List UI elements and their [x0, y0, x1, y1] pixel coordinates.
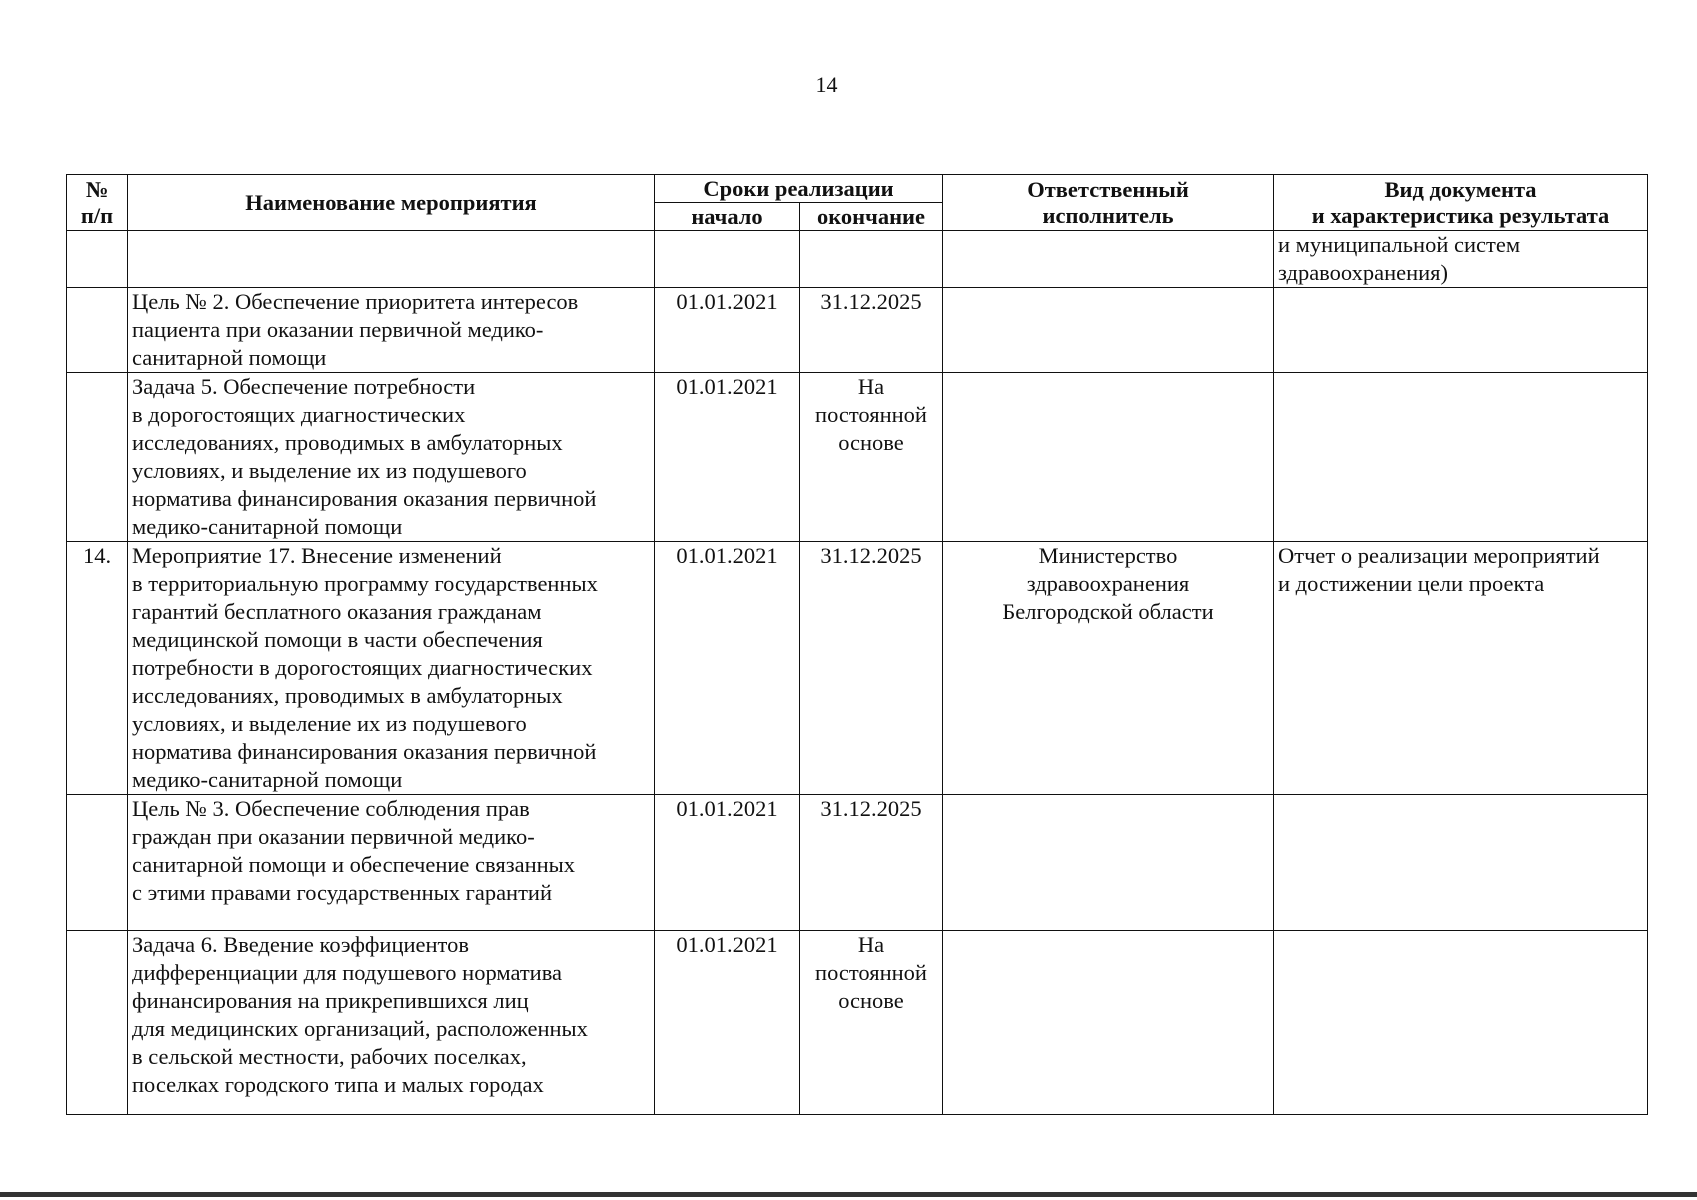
cell-responsible — [943, 931, 1274, 1115]
cell-end-line: постоянной — [815, 402, 927, 427]
cell-name-line: медицинской помощи в части обеспечения — [132, 627, 543, 652]
cell-num: 14. — [67, 542, 128, 795]
cell-end — [800, 288, 943, 373]
header-end: окончание — [800, 203, 943, 231]
cell-name-line: Цель № 3. Обеспечение соблюдения прав — [132, 796, 530, 821]
cell-start: 01.01.2021 — [655, 931, 800, 1115]
cell-end-line: На — [857, 374, 885, 399]
cell-name-line: исследованиях, проводимых в амбулаторных — [132, 430, 563, 455]
cell-doc — [1274, 373, 1648, 542]
cell-name-line: пациента при оказании первичной медико- — [132, 317, 544, 342]
cell-end-line: 31.12.2025 — [820, 543, 922, 568]
cell-name-line: Задача 6. Введение коэффициентов — [132, 932, 469, 957]
cell-name-line: санитарной помощи — [132, 345, 327, 370]
cell-doc — [1274, 542, 1648, 795]
header-responsible-line: Ответственный — [1027, 176, 1189, 202]
cell-end — [800, 231, 943, 288]
header-responsible-line: исполнитель — [1042, 202, 1174, 228]
cell-doc — [1274, 231, 1648, 288]
header-doc — [1274, 175, 1648, 231]
cell-name-line: норматива финансирования оказания первичной — [132, 486, 597, 511]
header-doc-line: и характеристика результата — [1311, 202, 1610, 228]
cell-num — [67, 931, 128, 1115]
cell-name — [128, 373, 655, 542]
cell-start: 01.01.2021 — [655, 542, 800, 795]
cell-name-line: гарантий бесплатного оказания гражданам — [132, 599, 542, 624]
cell-name-line: Задача 5. Обеспечение потребности — [132, 374, 476, 399]
table-row — [67, 231, 1648, 288]
cell-doc — [1274, 288, 1648, 373]
cell-end-line: 31.12.2025 — [820, 289, 922, 314]
cell-name-line: для медицинских организаций, расположенных — [132, 1016, 588, 1041]
header-num-line: п/п — [80, 202, 114, 228]
cell-responsible — [943, 542, 1274, 795]
cell-name-line: дифференциации для подушевого норматива — [132, 960, 563, 985]
cell-doc-line: и муниципальной систем — [1278, 232, 1521, 257]
events-table — [66, 174, 1648, 1115]
cell-name-line: исследованиях, проводимых в амбулаторных — [132, 683, 563, 708]
cell-name-line: санитарной помощи и обеспечение связанных — [132, 852, 576, 877]
cell-end-line: основе — [838, 430, 904, 455]
table-row — [67, 542, 1648, 795]
cell-name-line: медико-санитарной помощи — [132, 514, 403, 539]
header-name: Наименование мероприятия — [128, 175, 655, 231]
cell-end — [800, 795, 943, 931]
cell-doc — [1274, 795, 1648, 931]
bottom-scan-edge — [0, 1192, 1697, 1197]
cell-name — [128, 231, 655, 288]
cell-end-line: постоянной — [815, 960, 927, 985]
cell-name-line: норматива финансирования оказания первичной — [132, 739, 597, 764]
cell-name-line: в дорогостоящих диагностических — [132, 402, 466, 427]
cell-doc-line: здравоохранения) — [1278, 260, 1449, 285]
cell-doc-line: и достижении цели проекта — [1278, 571, 1545, 596]
header-num-line: № — [85, 176, 109, 202]
cell-doc-line: Отчет о реализации мероприятий — [1278, 543, 1600, 568]
cell-name-line: граждан при оказании первичной медико- — [132, 824, 535, 849]
table-body — [67, 231, 1648, 1115]
cell-name — [128, 795, 655, 931]
page-number: 14 — [815, 72, 838, 97]
cell-name — [128, 542, 655, 795]
cell-name — [128, 288, 655, 373]
cell-end — [800, 542, 943, 795]
table-row — [67, 373, 1648, 542]
table-row — [67, 931, 1648, 1115]
table-row — [67, 795, 1648, 931]
cell-responsible — [943, 373, 1274, 542]
cell-num — [67, 795, 128, 931]
cell-num — [67, 231, 128, 288]
cell-name-line: условиях, и выделение их из подушевого — [132, 711, 527, 736]
cell-name-line: финансирования на прикрепившихся лиц — [132, 988, 529, 1013]
cell-name-line: в сельской местности, рабочих поселках, — [132, 1044, 527, 1069]
header-responsible — [943, 175, 1274, 231]
cell-num — [67, 373, 128, 542]
cell-name-line: с этими правами государственных гарантий — [132, 880, 553, 905]
cell-name-line: Цель № 2. Обеспечение приоритета интересов — [132, 289, 579, 314]
header-start: начало — [655, 203, 800, 231]
cell-name-line: условиях, и выделение их из подушевого — [132, 458, 527, 483]
cell-end — [800, 931, 943, 1115]
table-header — [67, 175, 1648, 231]
header-num — [67, 175, 128, 231]
table-row — [67, 288, 1648, 373]
cell-responsible-line: здравоохранения — [1026, 571, 1190, 596]
cell-responsible — [943, 795, 1274, 931]
cell-name-line: Мероприятие 17. Внесение изменений — [132, 543, 502, 568]
cell-name-line: поселках городского типа и малых городах — [132, 1072, 544, 1097]
cell-num — [67, 288, 128, 373]
cell-name-line: медико-санитарной помощи — [132, 767, 403, 792]
cell-name-line: в территориальную программу государственных — [132, 571, 598, 596]
cell-start: 01.01.2021 — [655, 373, 800, 542]
cell-start: 01.01.2021 — [655, 795, 800, 931]
cell-responsible-line: Министерство — [1038, 543, 1178, 568]
header-period: Сроки реализации — [655, 175, 943, 203]
cell-start: 01.01.2021 — [655, 288, 800, 373]
cell-end-line: На — [857, 932, 885, 957]
cell-responsible-line: Белгородской области — [1002, 599, 1214, 624]
cell-name — [128, 931, 655, 1115]
cell-start — [655, 231, 800, 288]
cell-responsible — [943, 231, 1274, 288]
cell-doc — [1274, 931, 1648, 1115]
cell-end-line: 31.12.2025 — [820, 796, 922, 821]
cell-name-line: потребности в дорогостоящих диагностических — [132, 655, 593, 680]
header-doc-line: Вид документа — [1384, 176, 1537, 202]
cell-responsible — [943, 288, 1274, 373]
cell-end-line: основе — [838, 988, 904, 1013]
cell-end — [800, 373, 943, 542]
